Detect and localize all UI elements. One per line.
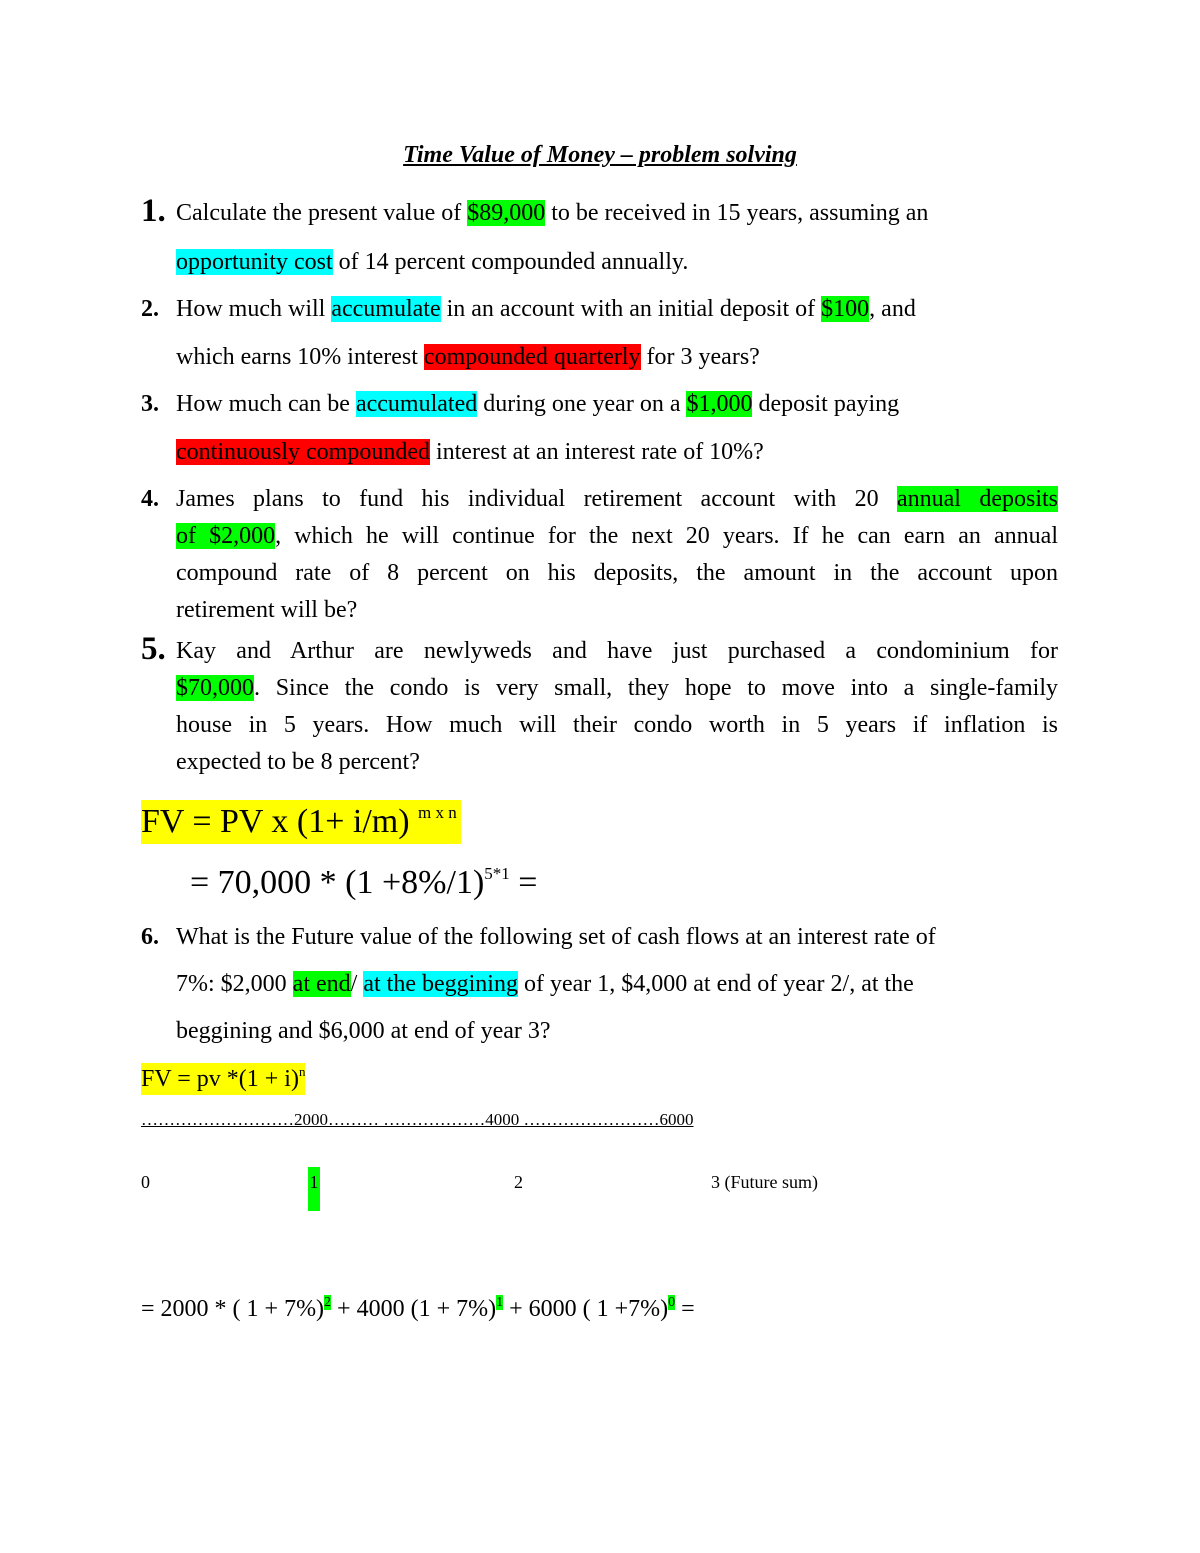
question-4-line-1 xyxy=(176,481,1058,518)
formula-text: FV = PV x (1+ i/m) xyxy=(141,803,419,840)
formula-calculation xyxy=(190,861,537,905)
timeline-period-3: 3 (Future sum) xyxy=(711,1172,818,1192)
formula-exponent: 2 xyxy=(324,1295,332,1310)
timeline-cash-flows: ………………………2000……… ………………4000 ……………………6000 xyxy=(141,1110,694,1129)
highlight-at-end: at end xyxy=(292,971,351,997)
highlight-at-the-beggining: at the beggining xyxy=(363,971,518,997)
question-2-line-1 xyxy=(176,291,1058,328)
question-5-line-4: expected to be 8 percent? xyxy=(176,749,420,775)
question-4-line-4: retirement will be? xyxy=(176,597,358,623)
text: , and xyxy=(869,296,916,322)
highlight-opportunity-cost: opportunity cost xyxy=(176,249,333,275)
formula-text: + 6000 ( 1 +7%) xyxy=(503,1296,669,1322)
highlight-amount: $89,000 xyxy=(467,200,546,226)
highlight-annual-deposits: annual deposits xyxy=(896,486,1059,512)
text: 7%: $2,000 xyxy=(176,971,293,997)
formula-exponent: 1 xyxy=(496,1295,504,1310)
question-6-line-3: beggining and $6,000 at end of year 3? xyxy=(176,1018,551,1044)
highlight-continuously-compounded: continuously compounded xyxy=(176,439,430,465)
question-5-number: 5. xyxy=(141,631,166,667)
formula-exponent: m x n xyxy=(418,803,457,822)
formula-text: = 70,000 * (1 +8%/1) xyxy=(190,864,485,901)
text: / xyxy=(350,971,364,997)
question-3 xyxy=(176,386,1058,471)
question-1-line-1 xyxy=(176,195,1058,232)
question-4-line-3 xyxy=(176,555,1058,592)
highlight-amount: $70,000 xyxy=(176,675,254,701)
text: Calculate the present value of xyxy=(176,200,468,226)
formula-text: FV = pv *(1 + i) xyxy=(141,1066,299,1092)
text: compound rate of 8 percent on his deposits, the amount in the account upon xyxy=(176,560,1058,586)
formula-text: = 2000 * ( 1 + 7%) xyxy=(141,1296,325,1322)
question-2-line-2 xyxy=(176,339,1058,376)
question-6-line-1: What is the Future value of the following set of cash flows at an interest rate of xyxy=(176,924,936,950)
question-5 xyxy=(176,633,1058,781)
text: interest at an interest rate of 10%? xyxy=(429,439,764,465)
text: . Since the condo is very small, they hope to move into a single-family xyxy=(254,675,1058,701)
question-5-line-1: Kay and Arthur are newlyweds and have just purchased a condominium for xyxy=(176,638,1058,664)
question-1-number: 1. xyxy=(141,193,166,229)
highlight-compounded-quarterly: compounded quarterly xyxy=(423,344,641,370)
question-6 xyxy=(176,919,1058,1050)
highlight-amount: $1,000 xyxy=(686,391,753,417)
question-5-line-2 xyxy=(176,670,1058,707)
formula-fv-compound xyxy=(141,800,461,844)
formula-exponent: n xyxy=(298,1064,306,1079)
formula-text: + 4000 (1 + 7%) xyxy=(331,1296,497,1322)
timeline-period-0: 0 xyxy=(141,1172,150,1192)
question-4-number: 4. xyxy=(141,486,159,512)
question-4-line-2 xyxy=(176,518,1058,555)
timeline-period-1: 1 xyxy=(308,1167,320,1211)
formula-fv-sum xyxy=(141,1293,695,1325)
text: for 3 years? xyxy=(640,344,760,370)
text: deposit paying xyxy=(752,391,900,417)
text: to be received in 15 years, assuming an xyxy=(545,200,929,226)
question-6-number: 6. xyxy=(141,924,159,950)
formula-text: = xyxy=(509,864,538,901)
question-3-line-1 xyxy=(176,386,1058,423)
highlight-accumulated: accumulated xyxy=(355,391,478,417)
formula-fv-simple xyxy=(141,1063,305,1095)
highlight-accumulate: accumulate xyxy=(331,296,441,322)
text: How much will xyxy=(176,296,332,322)
text: in an account with an initial deposit of xyxy=(440,296,822,322)
text: How much can be xyxy=(176,391,356,417)
question-1 xyxy=(176,195,1058,281)
question-6-line-2 xyxy=(176,966,1058,1003)
formula-exponent: 0 xyxy=(668,1295,676,1310)
text: which earns 10% interest xyxy=(176,344,424,370)
text: of 14 percent compounded annually. xyxy=(332,249,689,275)
timeline-period-2: 2 xyxy=(514,1172,523,1192)
text: , which he will continue for the next 20 years. If he can earn an annual xyxy=(275,523,1058,549)
question-1-line-2 xyxy=(176,244,1058,281)
highlight-amount: $100 xyxy=(821,296,870,322)
formula-exponent: 5*1 xyxy=(484,864,510,883)
highlight-of-2000: of $2,000 xyxy=(176,523,276,549)
formula-text: = xyxy=(675,1296,695,1322)
question-2-number: 2. xyxy=(141,296,159,322)
question-3-number: 3. xyxy=(141,391,159,417)
text: of year 1, $4,000 at end of year 2/, at the xyxy=(517,971,914,997)
page-title: Time Value of Money – problem solving xyxy=(403,142,797,168)
text: James plans to fund his individual retirement account with 20 xyxy=(176,486,897,512)
text: during one year on a xyxy=(477,391,687,417)
question-4 xyxy=(176,481,1058,629)
question-2 xyxy=(176,291,1058,376)
question-5-line-3: house in 5 years. How much will their condo worth in 5 years if inflation is xyxy=(176,712,1058,738)
question-3-line-2 xyxy=(176,434,1058,471)
